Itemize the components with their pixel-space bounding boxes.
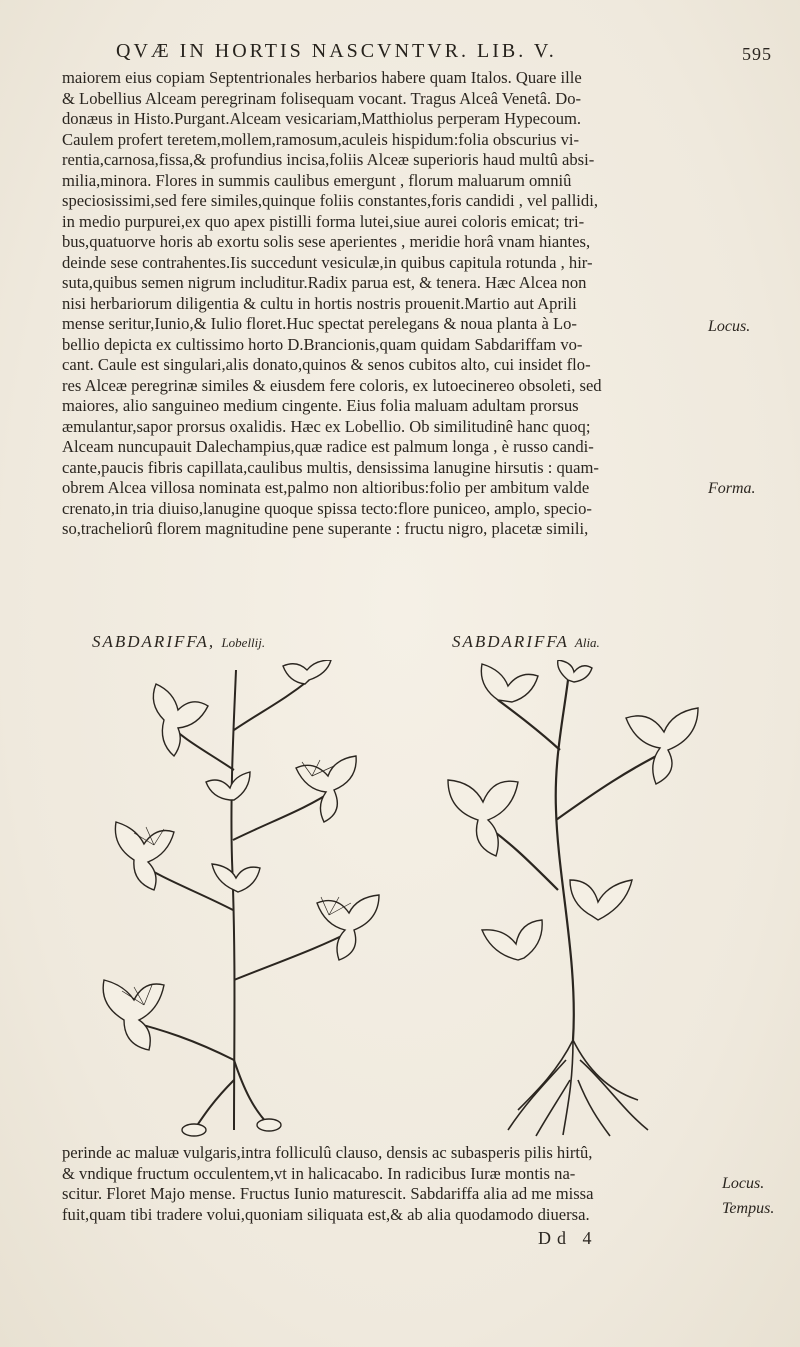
text-line: bellio depicta ex cultissimo horto D.Brancionis,quam quidam Sabdariffam vo- [62,334,583,354]
text-line: in medio purpurei,ex quo apex pistilli forma lutei,siue aurei coloris emicat; tri- [62,211,585,231]
text-line: res Alceæ peregrinæ similes & eiusdem fere coloris, ex lutoecinereo obsoleti, sed [62,375,602,395]
left-plant-woodcut [84,660,384,1140]
caption-title: SABDARIFFA [452,632,569,651]
text-line: so,tracheliorû florem magnitudine pene superante : fructu nigro, placetæ simili, [62,519,589,538]
text-line: cant. Caule est singulari,alis donato,quinos & senos cubitos alto, cui insidet flo- [62,355,591,374]
text-line: obrem Alcea villosa nominata est,palmo non altioribus:folio per ambitum valde [62,478,590,497]
text-line: fuit,quam tibi tradere volui,quoniam siliquata est,& ab alia quodamodo diuersa. [62,1204,590,1224]
right-plant-woodcut [438,660,728,1140]
text-line: Alceam nuncupauit Dalechampius,quæ radice est palmum longa , è russo candi- [62,437,594,456]
text-line: perinde ac maluæ vulgaris,intra folliculû clauso, densis ac subasperis pilis hirtû, [62,1143,593,1162]
text-line: & vndique fructum occulentem,vt in halicacabo. In radicibus Iuræ montis na- [62,1163,576,1183]
caption-note: Alia. [574,635,600,650]
text-line: cante,paucis fibris capillata,caulibus multis, densissima lanugine hirsutis : quam- [62,457,599,477]
text-line: Caulem profert teretem,mollem,ramosum,aculeis hispidum:folia obscurius vi- [62,129,580,149]
left-figure-caption [92,632,265,652]
text-line: suta,quibus semen nigrum includitur.Radix parua est, & tenera. Hæc Alcea non [62,273,587,292]
margin-note-forma: Forma. [708,480,756,497]
text-line: & Lobellius Alceam peregrinam folisequam vocant. Tragus Alceâ Venetâ. Do- [62,88,582,108]
margin-note-locus: Locus. [722,1175,765,1192]
page-number: 595 [742,44,772,64]
margin-note-tempus: Tempus. [722,1200,775,1217]
text-line: bus,quatuorve horis ab exortu solis sese aperientes , meridie horâ vnam hiantes, [62,232,591,251]
text-line: milia,minora. Flores in summis caulibus emergunt , florum maluarum omniû [62,170,572,190]
text-line: donæus in Histo.Purgant.Alceam vesicariam,Matthiolus perperam Hypecoum. [62,109,582,128]
right-figure-caption [452,632,600,652]
text-line: scitur. Floret Majo mense. Fructus Iunio maturescit. Sabdariffa alia ad me missa [62,1184,594,1203]
text-line: crenato,in tria diuiso,lanugine quoque spissa tecto:flore puniceo, amplo, specio- [62,498,592,518]
text-line: deinde sese contrahentes.Iis succedunt vesiculæ,in quibus capitula rotunda , hir- [62,252,593,272]
signature-mark: Dd 4 [538,1228,598,1248]
running-title: QVÆ IN HORTIS NASCVNTVR. LIB. V. [116,40,557,62]
caption-title: SABDARIFFA, [92,632,216,651]
text-line: æmulantur,sapor prorsus oxalidis. Hæc ex Lobellio. Ob similitudinê hanc quoq; [62,416,591,436]
text-line: maiorem eius copiam Septentrionales herbarios habere quam Italos. Quare ille [62,68,582,87]
lower-text-block [62,1143,722,1225]
text-line: maiores, alio sanguineo medium cingente. Eius folia maluam adultam prorsus [62,396,579,415]
text-line: speciosissimi,sed fere similes,quinque foliis constantes,foris candidi , vel pallidi, [62,191,598,210]
margin-note-locus: Locus. [708,318,751,335]
text-line: mense seritur,Iunio,& Iulio floret.Huc spectat perelegans & noua planta à Lo- [62,314,577,333]
text-line: nisi herbariorum diligentia & cultu in hortis nostris prouenit.Martio aut Aprili [62,293,577,313]
text-line: rentia,carnosa,fissa,& profundius incisa,foliis Alceæ superioris haud multû absi- [62,150,595,169]
caption-author: Lobellij. [221,635,266,650]
main-text-block [62,68,722,540]
